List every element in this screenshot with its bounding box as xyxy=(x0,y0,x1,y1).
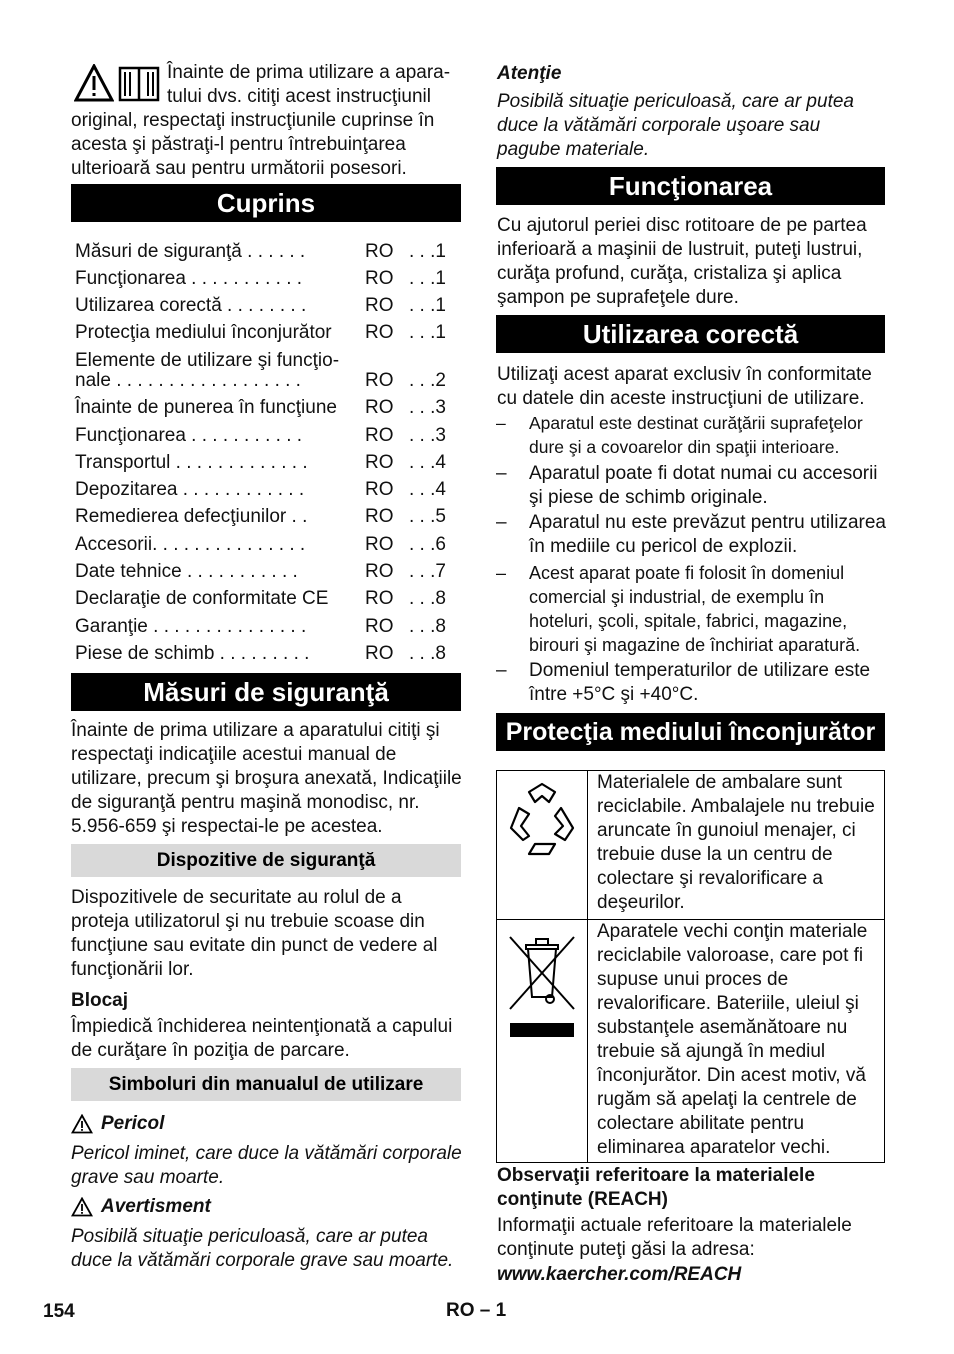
toc-item-title: Remedierea defecţiunilor . . xyxy=(75,506,308,527)
safety-devices-text: Dispozitivele de securitate au rolul de a proteja utilizatorul şi nu trebuie scoase din funcţiune sau evitate din punct de vedere al funcţionării lor. xyxy=(71,887,438,980)
toc-item-page: . . .4 xyxy=(409,452,446,473)
caution-title: Atenţie xyxy=(497,63,562,84)
list-dash: – xyxy=(496,463,507,484)
toc-item[interactable] xyxy=(75,451,461,475)
function-heading: Funcţionarea xyxy=(496,167,885,205)
list-item-text: Aparatul nu este prevăzut pentru utilizarea în mediile cu pericol de explozii. xyxy=(529,512,886,557)
toc-item-page: . . .3 xyxy=(409,425,446,446)
list-dash: – xyxy=(496,413,506,433)
toc-item-title: Accesorii. . . . . . . . . . . . . . . xyxy=(75,534,306,555)
toc-item-title: Transportul . . . . . . . . . . . . . xyxy=(75,452,308,473)
toc-item-title: Funcţionarea . . . . . . . . . . . xyxy=(75,425,303,446)
toc-heading: Cuprins xyxy=(71,184,461,222)
toc-item-lang: RO xyxy=(365,295,394,316)
table-row xyxy=(497,920,885,1163)
toc-item-page: . . .8 xyxy=(409,588,446,609)
toc-item-title: Protecţia mediului înconjurător xyxy=(75,322,332,343)
warning-heading xyxy=(71,1195,463,1219)
toc-item-page: . . .1 xyxy=(409,322,446,343)
toc-item[interactable] xyxy=(75,396,461,420)
toc-item-title: Funcţionarea . . . . . . . . . . . xyxy=(75,268,303,289)
table-row xyxy=(497,771,885,920)
toc-item[interactable] xyxy=(75,294,461,318)
toc-item-page: . . .6 xyxy=(409,534,446,555)
toc-item-lang: RO xyxy=(365,397,394,418)
bin-text: Aparatele vechi conţin materiale reciclabile valoroase, care pot fi supuse unui proces de revalorificare. Bateriile, uleiul şi substanţele asemănătoare nu trebuie să ajungă în mediul înconjurător. Din acest motiv, vă rugăm să apelaţi la centrele de colectare abilitate pentru eliminarea aparatelor vechi. xyxy=(597,921,868,1158)
danger-text: Pericol iminet, care duce la vătămări corporale grave sau moarte. xyxy=(71,1143,462,1188)
lock-title: Blocaj xyxy=(71,990,129,1011)
toc-item-page: . . .2 xyxy=(409,370,446,391)
warning-text: Posibilă situaţie periculoasă, care ar putea duce la vătămări corporale grave sau moarte. xyxy=(71,1226,454,1271)
env-table xyxy=(496,770,885,1163)
env-heading: Protecţia mediului înconjurător xyxy=(496,713,885,751)
toc-item-lang: RO xyxy=(365,643,394,664)
toc-item-page: . . .7 xyxy=(409,561,446,582)
toc-item-page: . . .5 xyxy=(409,506,446,527)
intro-line1: Înainte de prima utilizare a apara- xyxy=(167,62,451,83)
danger-title: Pericol xyxy=(101,1113,165,1134)
toc-item-title-cont: nale . . . . . . . . . . . . . . . . . . xyxy=(75,370,301,391)
page-section: RO – 1 xyxy=(446,1300,507,1321)
toc-item-lang: RO xyxy=(365,561,394,582)
list-dash: – xyxy=(496,563,507,583)
warning-title: Avertisment xyxy=(101,1196,211,1217)
function-text: Cu ajutorul periei disc rotitoare de pe partea inferioară a maşinii de lustruit, puteţi lustrui, curăţa profund, curăţa, cristaliza şi aplica şampon pe suprafeţele dure. xyxy=(497,215,867,308)
toc-item[interactable] xyxy=(75,505,461,529)
crossed-bin-icon xyxy=(502,927,582,1047)
list-dash: – xyxy=(496,660,507,681)
toc-item[interactable] xyxy=(75,587,461,611)
use-text: Utilizaţi acest aparat exclusiv în conformitate cu datele din aceste instrucţiuni de utilizare. xyxy=(497,364,872,409)
symbols-heading: Simboluri din manualul de utilizare xyxy=(71,1068,461,1101)
toc-item-title: Înainte de punerea în funcţiune xyxy=(75,397,337,418)
toc-item[interactable] xyxy=(75,478,461,502)
warning-triangle-icon xyxy=(71,1114,93,1134)
toc-item-title: Măsuri de siguranţă . . . . . . xyxy=(75,241,306,262)
toc-item-lang: RO xyxy=(365,506,394,527)
caution-text: Posibilă situaţie periculoasă, care ar putea duce la vătămări corporale uşoare sau pagube materiale. xyxy=(497,91,854,160)
recycle-cell xyxy=(497,771,588,920)
intro-text: original, respectaţi instrucţiunile cuprinse în acesta şi păstraţi-l pentru întrebuinţarea ulterioară sau pentru următorii posesori. xyxy=(71,110,435,179)
list-item-text: Acest aparat poate fi folosit în domeniul comercial şi industrial, de exemplu în hoteluri, şcoli, spitale, fabrici, magazine, birouri şi magazine de închiriat aparatură. xyxy=(529,563,861,655)
toc-item-lang: RO xyxy=(365,534,394,555)
list-dash: – xyxy=(496,512,507,533)
toc-item-title: Date tehnice . . . . . . . . . . . xyxy=(75,561,298,582)
toc-item[interactable] xyxy=(75,369,461,393)
toc-item-title: Piese de schimb . . . . . . . . . xyxy=(75,643,310,664)
toc-item[interactable] xyxy=(75,642,461,666)
lock-text: Împiedică închiderea neintenţionată a capului de curăţare în poziţia de parcare. xyxy=(71,1016,453,1061)
toc-item-page: . . .4 xyxy=(409,479,446,500)
recycle-icon xyxy=(499,778,585,864)
reach-link[interactable]: www.kaercher.com/REACH xyxy=(497,1264,742,1285)
intro-warning-icons xyxy=(74,64,160,104)
toc-item-page: . . .3 xyxy=(409,397,446,418)
toc-item-page: . . .1 xyxy=(409,241,446,262)
toc-item-lang: RO xyxy=(365,241,394,262)
toc-item[interactable] xyxy=(75,615,461,639)
toc-item-lang: RO xyxy=(365,588,394,609)
page-number: 154 xyxy=(43,1301,75,1322)
toc-item-lang: RO xyxy=(365,268,394,289)
manual-book-icon xyxy=(118,64,160,102)
toc-item-page: . . .8 xyxy=(409,616,446,637)
list-item-text: Aparatul este destinat curăţării suprafeţelor dure şi a covoarelor din spaţii interioare. xyxy=(529,413,863,457)
safety-heading: Măsuri de siguranţă xyxy=(71,673,461,711)
warning-triangle-icon xyxy=(74,64,114,102)
toc-item[interactable] xyxy=(75,267,461,291)
toc-item-lang: RO xyxy=(365,479,394,500)
toc-item-lang: RO xyxy=(365,322,394,343)
use-heading: Utilizarea corectă xyxy=(496,315,885,353)
toc-item-lang: RO xyxy=(365,452,394,473)
list-item-text: Domeniul temperaturilor de utilizare este între +5°C şi +40°C. xyxy=(529,660,871,705)
toc-item-lang: RO xyxy=(365,425,394,446)
reach-title: Observaţii referitoare la materialele conţinute (REACH) xyxy=(497,1165,815,1210)
toc-item-title: Utilizarea corectă . . . . . . . . xyxy=(75,295,307,316)
toc-item-title: Elemente de utilizare şi funcţio- xyxy=(75,350,340,371)
toc-item-page: . . .1 xyxy=(409,295,446,316)
warning-triangle-icon xyxy=(71,1197,93,1217)
recycle-text: Materialele de ambalare sunt reciclabile. Ambalajele nu trebuie aruncate în gunoiul menajer, ci trebuie duse la un centru de colectare şi revalorificare a deşeurilor. xyxy=(597,772,875,913)
toc-item-title: Declaraţie de conformitate CE xyxy=(75,588,329,609)
danger-heading xyxy=(71,1112,463,1136)
toc-item-lang: RO xyxy=(365,370,394,391)
recycle-text-cell xyxy=(588,771,885,920)
reach-text: Informaţii actuale referitoare la materialele conţinute puteţi găsi la adresa: xyxy=(497,1215,852,1260)
safety-devices-heading: Dispozitive de siguranţă xyxy=(71,844,461,877)
toc-item[interactable] xyxy=(75,533,461,557)
toc-item-page: . . .1 xyxy=(409,268,446,289)
intro-line2: tului dvs. citiţi acest instrucţiunil xyxy=(167,86,431,107)
toc-item-page: . . .8 xyxy=(409,643,446,664)
toc-item[interactable] xyxy=(75,321,461,345)
safety-text: Înainte de prima utilizare a aparatului citiţi şi respectaţi indicaţiile acestui manual de utilizare, precum şi broşura anexată, Indicaţiile de siguranţă pentru maşină monodisc, nr. 5.956-659 şi respectai-le pe acestea. xyxy=(71,720,462,837)
toc-item[interactable] xyxy=(75,240,461,264)
list-item-text: Aparatul poate fi dotat numai cu accesorii şi piese de schimb originale. xyxy=(529,463,878,508)
bin-cell xyxy=(497,920,588,1163)
toc-item[interactable] xyxy=(75,424,461,448)
toc-item-title: Garanţie . . . . . . . . . . . . . . . xyxy=(75,616,307,637)
toc-item-lang: RO xyxy=(365,616,394,637)
toc-item[interactable] xyxy=(75,560,461,584)
toc-item-title: Depozitarea . . . . . . . . . . . . xyxy=(75,479,305,500)
bin-text-cell xyxy=(588,920,885,1163)
